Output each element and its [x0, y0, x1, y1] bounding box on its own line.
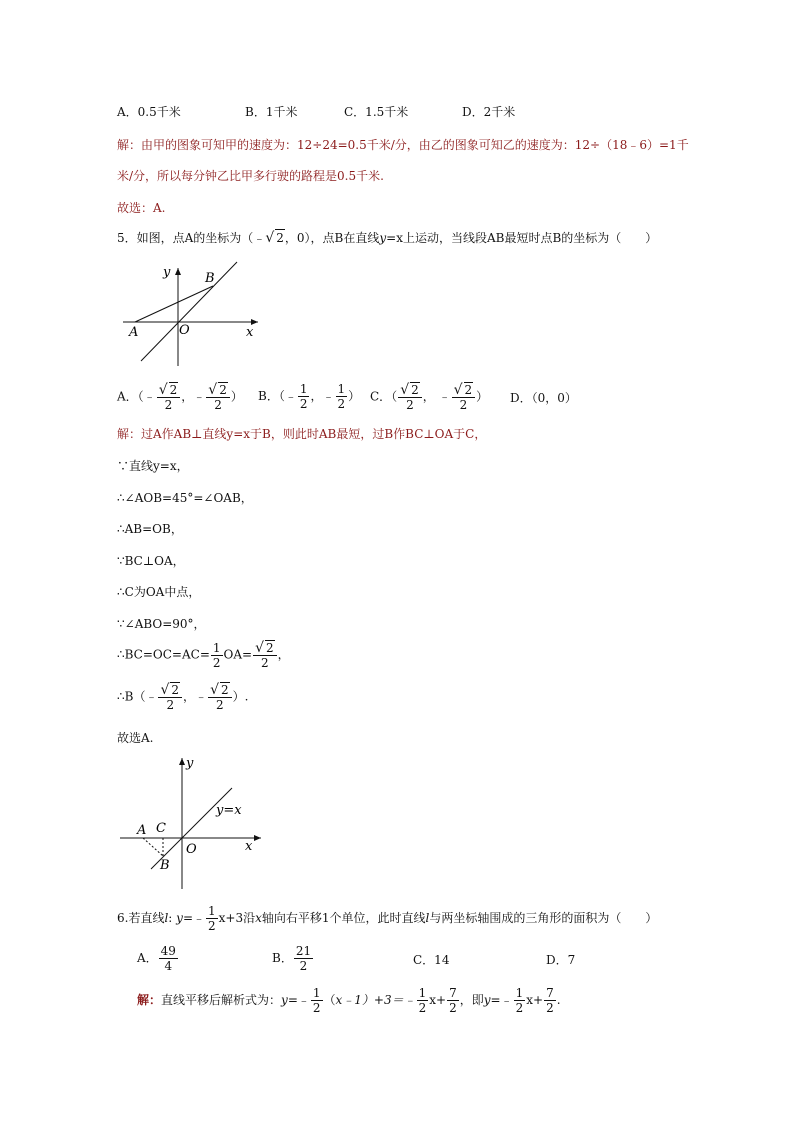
q5-stem-mid: ，0），点B在直线: [284, 231, 380, 245]
numerator: 1: [337, 382, 346, 396]
q6-option-c: C．14: [413, 953, 450, 967]
denominator: 2: [418, 1001, 427, 1015]
denominator: 2: [546, 1001, 554, 1015]
q5-step7-end: ，: [277, 647, 290, 662]
numerator: 7: [449, 986, 457, 1000]
fig2-label-o: O: [186, 842, 197, 857]
q6-sol-eq1: =﹣: [287, 993, 310, 1007]
radicand: 2: [266, 641, 274, 655]
fig2-label-y: y: [186, 756, 194, 771]
q6-stem-after: x+3沿: [218, 911, 256, 925]
q5-stem-eq: =x上运动，当线段AB最短时点B的坐标为（ ）: [386, 231, 658, 245]
denominator: 2: [261, 656, 269, 670]
q5-option-a: [117, 382, 243, 412]
q6-sol-y: y: [281, 993, 288, 1007]
fig1-line-y-eq-x: [141, 262, 237, 361]
q5-step-1: ∵直线y=x，: [117, 459, 189, 473]
fig2-y-arrow-icon: [179, 758, 185, 765]
fig1-segment-ab: [135, 286, 213, 322]
sqrt-icon: √: [255, 640, 265, 656]
q6-sol-paren: （: [323, 993, 336, 1007]
close: ）: [230, 389, 243, 404]
q5-opt-c-label: C．（: [370, 389, 398, 404]
radicand: 2: [219, 383, 227, 397]
numerator: 1: [312, 986, 321, 1000]
q4-option-d: D．2千米: [462, 105, 516, 119]
fig2-label-b: B: [160, 858, 170, 873]
q6-stem-colon: :: [168, 911, 173, 925]
fig1-label-x: x: [246, 325, 254, 340]
q4-option-b: B．1千米: [245, 105, 298, 119]
q6-sol-label: 解：: [137, 993, 162, 1007]
fig2-x-arrow-icon: [254, 835, 261, 841]
denominator: 4: [164, 959, 173, 973]
numerator: 1: [515, 986, 524, 1000]
q5-step8-prefix: ∴B（: [117, 689, 146, 704]
numerator: 1: [212, 640, 221, 655]
q5-option-b: [258, 382, 360, 411]
q5-step-3: ∴AB=OB，: [117, 522, 183, 536]
fig2-label-a: A: [137, 823, 147, 838]
q6-stem-eq: =﹣: [182, 911, 206, 925]
q5-opt-b-label: B．（: [258, 389, 285, 403]
q6-option-d: D．7: [546, 953, 576, 967]
q5-stem-radicand: 2: [276, 231, 284, 245]
numerator: 1: [418, 986, 427, 1000]
q5-step-5: ∴C为OA中点，: [117, 585, 201, 599]
q6-option-a: [137, 944, 179, 973]
neg: ﹣: [145, 689, 158, 704]
q6-opt-b-label: B．: [272, 951, 293, 965]
q5-option-c: [370, 382, 488, 412]
sqrt-icon: √: [265, 230, 275, 246]
q5-stem: [117, 229, 657, 246]
fig2-label-c: C: [156, 821, 166, 836]
q4-option-a: A．0.5千米: [117, 105, 181, 119]
neg: ﹣: [322, 389, 335, 403]
neg: ﹣: [143, 389, 156, 404]
q5-step-4: ∵BC⊥OA，: [117, 554, 185, 568]
q6-opt-a-label: A．: [137, 951, 158, 965]
comma: ，: [183, 689, 196, 704]
fig2-label-line: y=x: [216, 803, 242, 818]
numerator: 21: [295, 944, 312, 958]
denominator: 2: [208, 919, 216, 933]
q6-stem-rest1: 轴向右平移1个单位，此时直线: [261, 911, 426, 925]
numerator: 1: [208, 904, 216, 918]
q6-sol-eq2: =﹣: [490, 993, 513, 1007]
q4-solution-line2: 米/分，所以每分钟乙比甲多行驶的路程是0.5千米.: [117, 169, 384, 183]
q6-sol-y2: y: [483, 993, 491, 1007]
q6-sol-plus2: x+: [526, 993, 544, 1007]
q5-stem-prefix: 5．如图，点A的坐标为（: [117, 231, 254, 245]
sqrt-icon: √: [208, 382, 218, 398]
q6-stem-l2: l: [425, 911, 430, 925]
q5-stem-neg: ﹣: [253, 231, 266, 245]
q6-stem-x: x: [255, 911, 262, 925]
q4-answer: 故选：A.: [117, 201, 166, 215]
q6-sol-ji: ，即: [459, 993, 484, 1007]
q5-figure-2: [115, 752, 270, 892]
q6-solution: [137, 986, 561, 1015]
numerator: 1: [299, 382, 308, 396]
q6-sol-xm1: x﹣1）+3＝﹣: [335, 993, 416, 1007]
q5-stem-y: y: [379, 231, 387, 245]
sqrt-icon: √: [160, 682, 170, 698]
q4-option-c: C．1.5千米: [344, 105, 409, 119]
neg: ﹣: [438, 389, 451, 404]
q6-sol-end: .: [556, 993, 561, 1007]
fig1-label-o: O: [179, 323, 190, 338]
fig1-label-a: A: [129, 325, 139, 340]
q6-stem-y: y: [176, 911, 183, 925]
q5-step-8: [117, 682, 248, 712]
fig2-segment-ab: [143, 838, 163, 856]
denominator: 2: [164, 398, 173, 412]
q4-solution-line1: 解：由甲的图象可知甲的速度为：12÷24=0.5千米/分，由乙的图象可知乙的速度为：12÷（18﹣6）=1千: [117, 138, 689, 152]
q5-step-2: ∴∠AOB=45°=∠OAB，: [117, 491, 253, 505]
q6-stem: [117, 904, 657, 933]
comma: ，: [181, 389, 194, 404]
denominator: 2: [166, 698, 175, 712]
radicand: 2: [221, 683, 229, 697]
denominator: 2: [312, 1001, 321, 1015]
numerator: 7: [546, 986, 554, 1000]
sqrt-icon: √: [453, 382, 463, 398]
q5-opt-a-label: A．（: [117, 389, 144, 404]
fig2-label-x: x: [245, 839, 253, 854]
q5-step8-end: ）.: [232, 689, 249, 704]
denominator: 2: [299, 397, 308, 411]
radicand: 2: [171, 683, 180, 697]
denominator: 2: [515, 1001, 524, 1015]
denominator: 2: [449, 1001, 457, 1015]
neg: ﹣: [284, 389, 297, 403]
denominator: 2: [406, 398, 414, 412]
q6-option-b: [272, 944, 314, 973]
close: ）: [348, 389, 361, 403]
denominator: 2: [212, 655, 221, 670]
q6-stem-prefix: 6.若直线: [117, 911, 165, 925]
q6-stem-rest2: 与两坐标轴围成的三角形的面积为（ ）: [429, 911, 658, 925]
q5-option-d: D．（0，0）: [510, 391, 577, 405]
q5-answer: 故选A.: [117, 731, 154, 745]
comma: ，: [422, 389, 435, 404]
q5-step-6: ∵∠ABO=90°，: [117, 617, 206, 631]
q5-step-7: [117, 640, 290, 670]
q6-sol-plus: x+: [429, 993, 447, 1007]
close: ）: [476, 389, 489, 404]
q5-step7-mid: OA=: [223, 647, 253, 662]
neg: ﹣: [195, 689, 208, 704]
neg: ﹣: [193, 389, 206, 404]
q5-step7-prefix: ∴BC=OC=AC=: [117, 647, 210, 662]
radicand: 2: [169, 383, 178, 397]
q5-solution-intro: 解：过A作AB⊥直线y=x于B，则此时AB最短，过B作BC⊥OA于C，: [117, 427, 487, 441]
q6-stem-l: l: [164, 911, 169, 925]
sqrt-icon: √: [210, 682, 219, 698]
numerator: 49: [160, 944, 176, 958]
fig1-y-arrow-icon: [175, 268, 181, 275]
sqrt-icon: √: [158, 382, 168, 398]
fig1-label-y: y: [163, 265, 171, 280]
comma: ，: [310, 389, 323, 403]
fig1-label-b: B: [205, 271, 215, 286]
radicand: 2: [464, 383, 473, 397]
denominator: 2: [299, 959, 308, 973]
q6-sol-text: 直线平移后解析式为：: [161, 993, 282, 1007]
denominator: 2: [337, 397, 346, 411]
denominator: 2: [216, 698, 224, 712]
sqrt-icon: √: [400, 382, 410, 398]
radicand: 2: [411, 383, 419, 397]
denominator: 2: [214, 398, 222, 412]
q5-figure-1: [115, 258, 265, 368]
denominator: 2: [459, 398, 468, 412]
